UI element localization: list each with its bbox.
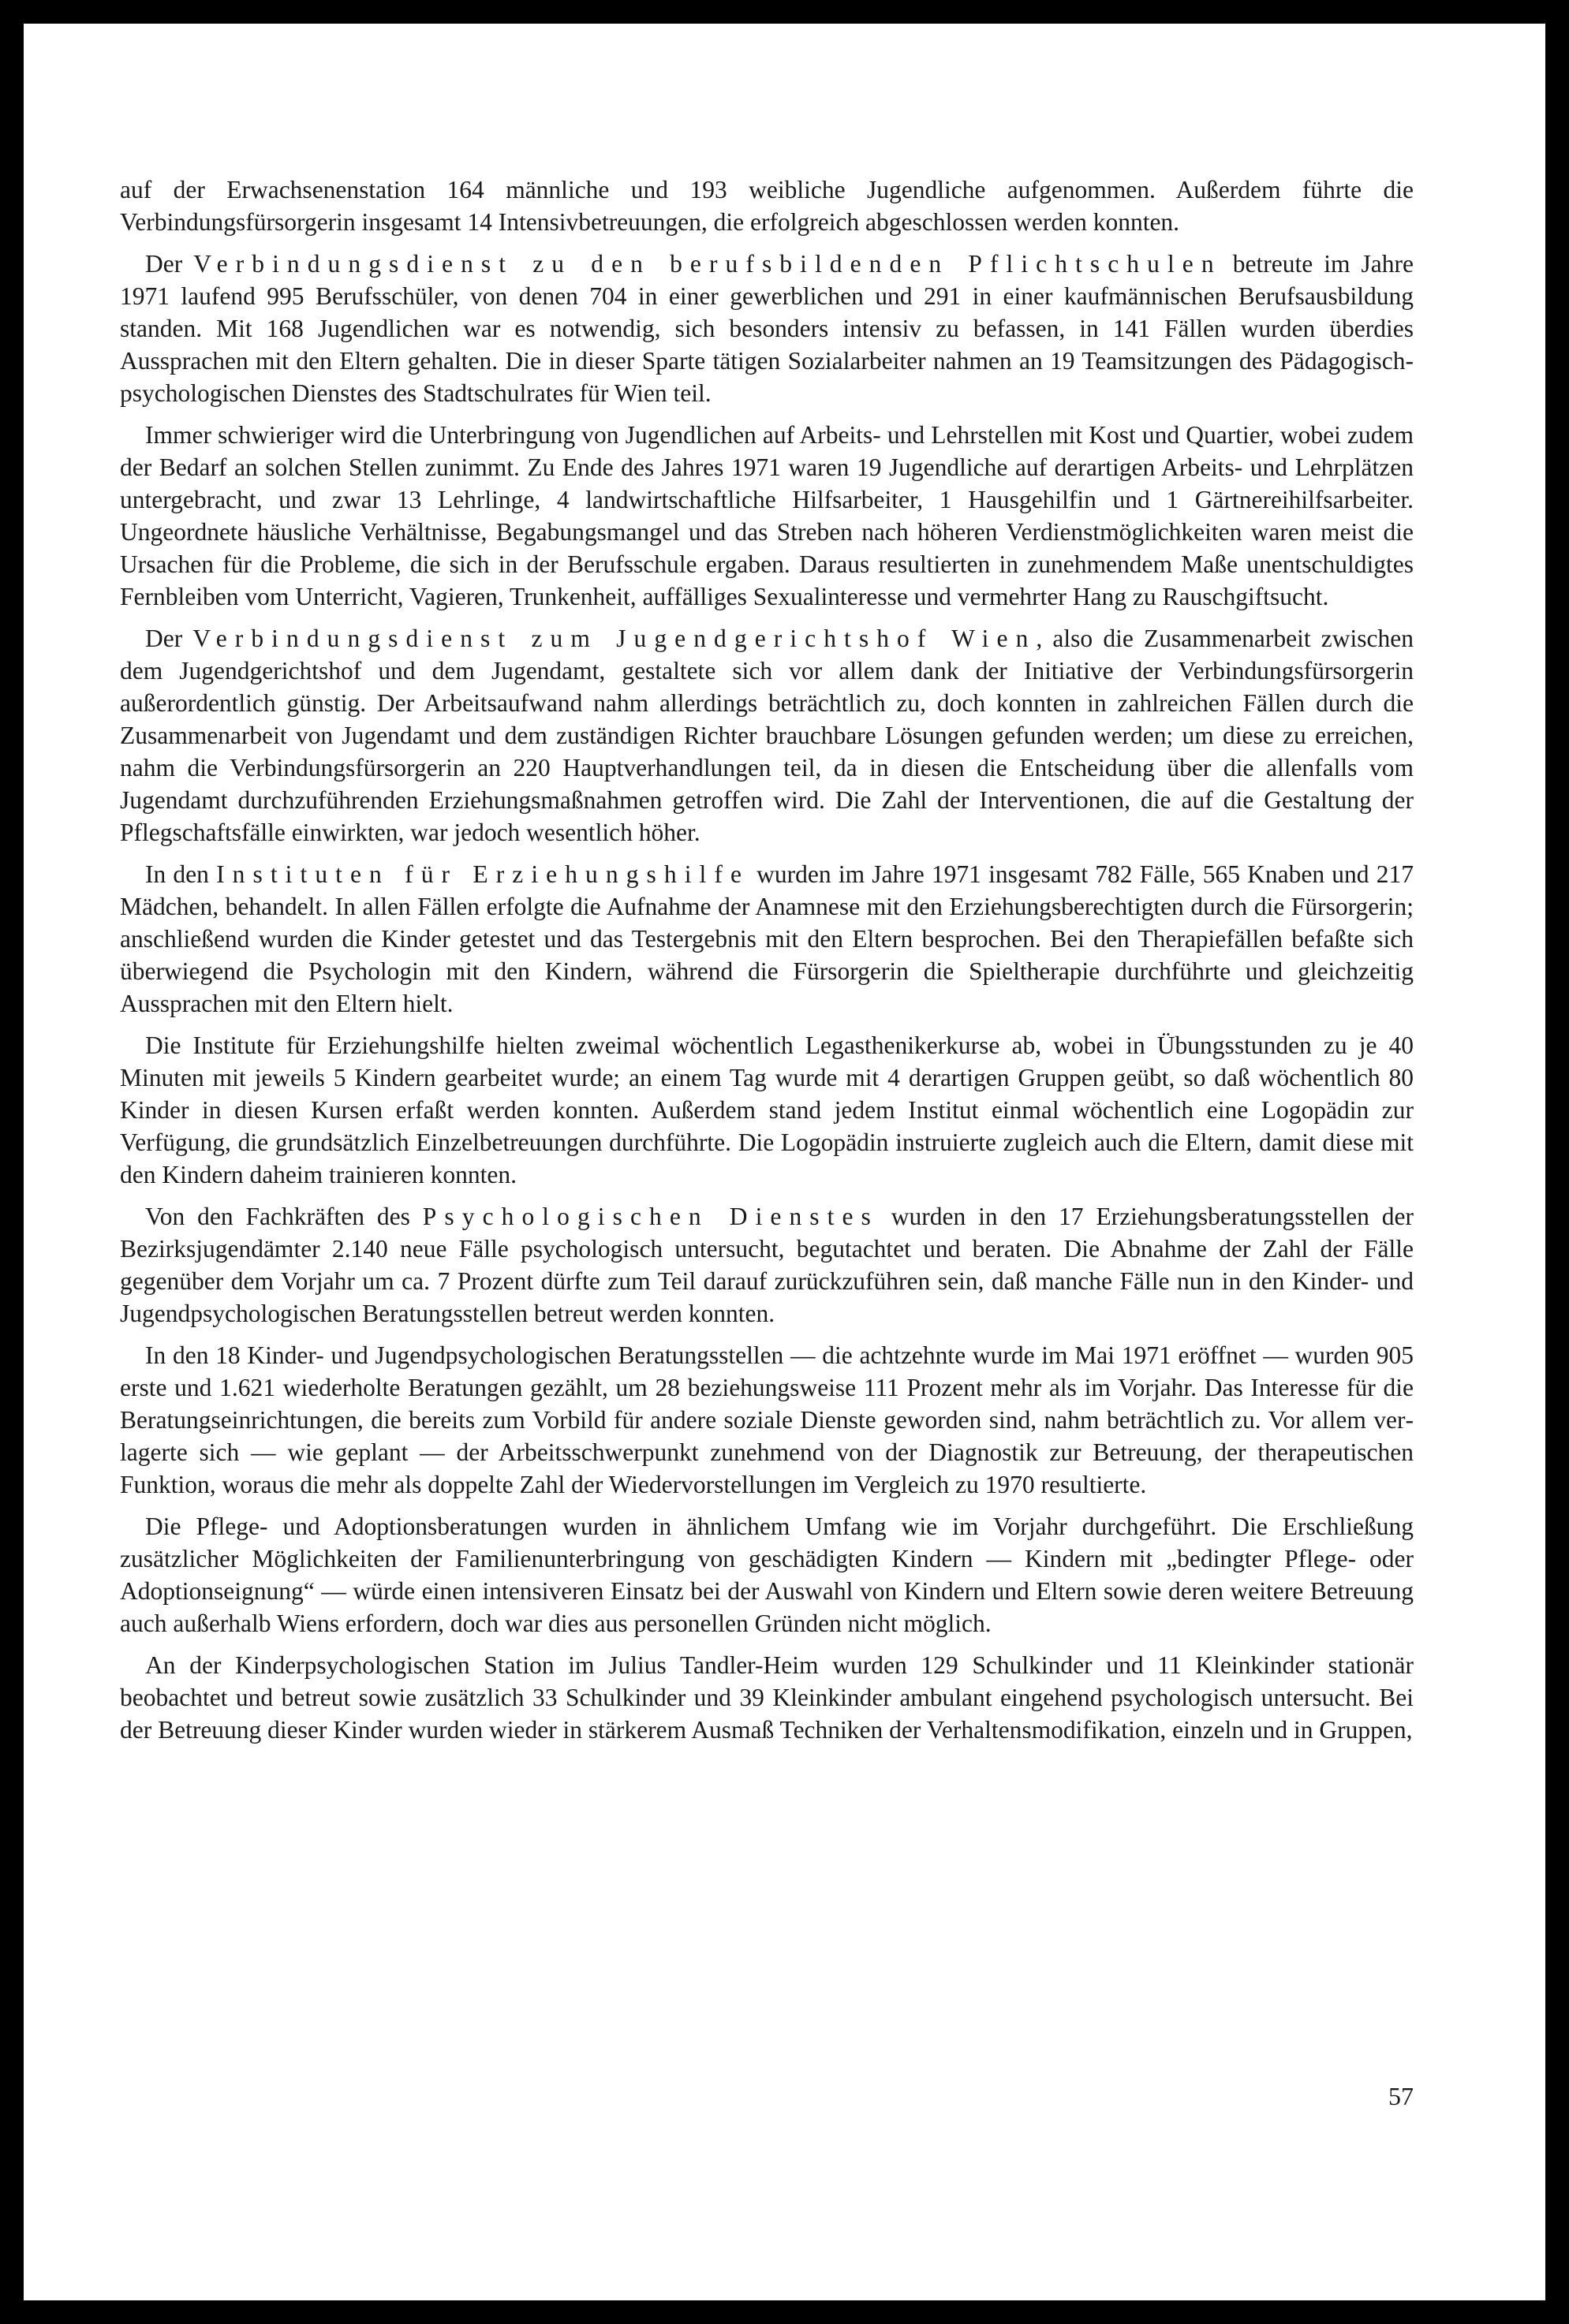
paragraph-text: Die Pflege- und Adoptionsberatungen wurden in ähnlichem Umfang wie im Vorjahr durchgeführt. Die Erschließung zusätzlicher Möglichkeiten der Familienunterbringung von geschädigten Kindern — Kindern mit „bedingter Pflege- oder Adoptionseignung“ — würde einen intensiveren Einsatz bei der Auswahl von Kindern und Eltern sowie deren weitere Betreuung auch außerhalb Wiens erfordern, doch war dies aus personellen Gründen nicht möglich. (120, 1513, 1414, 1637)
paragraph (120, 1029, 1414, 1191)
paragraph-text: betreute im Jahre 1971 laufend 995 Berufsschüler, von denen 704 in einer gewerblichen und 291 in einer kaufmännischen Berufsausbildung standen. Mit 168 Jugendlichen war es notwendig, sich besonders intensiv zu befassen, in 141 Fällen wurden überdies Aussprachen mit den Eltern gehalten. Die in dieser Sparte tätigen Sozialarbeiter nahmen an 19 Teamsitzungen des Pädagogisch-psychologischen Dienstes des Stadtschulrates für Wien teil. (120, 250, 1414, 407)
paragraph-text: Die Institute für Erziehungshilfe hielten zweimal wöchentlich Legasthenikerkurse ab, wobei in Übungsstunden zu je 40 Minuten mit jeweils 5 Kindern gearbeitet wurde; an einem Tag wurde mit 4 derartigen Gruppen geübt, so daß wöchentlich 80 Kinder in diesen Kursen erfaßt werden konnten. Außerdem stand jedem Institut einmal wöchentlich eine Logopädin zur Verfügung, die grundsätzlich Einzelbetreuungen durchführte. Die Logopädin instruierte zugleich auch die Eltern, damit diese mit den Kindern daheim trainieren konnten. (120, 1031, 1414, 1188)
paragraph-text: An der Kinderpsychologischen Station im Julius Tandler-Heim wurden 129 Schulkinder und 11 Kleinkinder stationär beobachtet und betreut sowie zusätzlich 33 Schulkinder und 39 Kleinkinder ambulant eingehend psychologisch untersucht. Bei der Betreuung dieser Kinder wurden wieder in stärkerem Ausmaß Techniken der Verhaltensmodifikation, einzeln und in Gruppen, (120, 1651, 1414, 1744)
paragraph (120, 1200, 1414, 1330)
spaced-heading-text: Verbindungsdienst zum Jugendgerichtshof Wien (192, 625, 1037, 652)
paragraph (120, 622, 1414, 849)
paragraph (120, 1510, 1414, 1639)
paragraph (120, 858, 1414, 1020)
paragraph-text: , also die Zusammenarbeit zwischen dem Jugendgerichtshof und dem Jugendamt, gestaltete sich vor allem dank der Initiative der Verbindungsfürsorgerin außerordentlich günstig. Der Arbeitsaufwand nahm allerdings beträchtlich zu, doch konnten in zahlreichen Fällen durch die Zusammenarbeit von Jugendamt und dem zuständigen Richter brauchbare Lösungen gefunden werden; um diese zu erreichen, nahm die Verbindungsfürsorgerin an 220 Hauptverhandlungen teil, da in diesen die Entscheidung über die allenfalls vom Jugendamt durchzuführenden Erziehungsmaßnahmen getroffen wird. Die Zahl der Interventionen, die auf die Gestaltung der Pflegschaftsfälle einwirkten, war jedoch wesentlich höher. (120, 625, 1414, 846)
spaced-heading-text: Psychologischen Dienstes (422, 1203, 879, 1230)
paragraph (120, 1649, 1414, 1746)
paragraph-text: Von den Fachkräften des (145, 1203, 423, 1230)
paragraph (120, 173, 1414, 238)
paragraph-text: auf der Erwachsenenstation 164 männliche und 193 weibliche Jugendliche aufgenommen. Außerdem führte die Verbindungsfürsorgerin insgesamt 14 Intensivbetreuungen, die erfolgreich abgeschlossen werden konnten. (120, 176, 1414, 236)
paragraph (120, 248, 1414, 409)
paragraph-text: Immer schwieriger wird die Unterbringung von Jugendlichen auf Arbeits- und Lehrstellen mit Kost und Quartier, wobei zudem der Bedarf an solchen Stellen zunimmt. Zu Ende des Jahres 1971 waren 19 Jugendliche auf derartigen Arbeits- und Lehrplätzen untergebracht, und zwar 13 Lehrlinge, 4 landwirtschaftliche Hilfsarbeiter, 1 Hausgehilfin und 1 Gärtnereihilfsarbeiter. Ungeordnete häusliche Verhältnisse, Begabungsmangel und das Streben nach höheren Verdienstmöglichkeiten waren meist die Ursachen für die Probleme, die sich in der Berufsschule ergaben. Daraus resultierten in zunehmendem Maße unentschuldigtes Fernbleiben vom Unterricht, Vagieren, Trunkenheit, auffälliges Sexualinteresse und vermehrter Hang zu Rauschgiftsucht. (120, 421, 1414, 610)
paragraph-text: Der (145, 250, 194, 278)
paragraph (120, 1339, 1414, 1501)
page-number: 57 (1388, 2082, 1414, 2110)
paragraph-text: In den (145, 860, 217, 888)
paragraph-text: wurden im Jahre 1971 insgesamt 782 Fälle, 565 Knaben und 217 Mädchen, behandelt. In allen Fällen erfolgte die Aufnahme der Anamnese mit den Erziehungsberechtigten durch die Fürsorgerin; anschließend wurden die Kinder getestet und das Testergebnis mit den Eltern besprochen. Bei den Therapiefällen befaßte sich überwiegend die Psychologin mit den Kindern, während die Fürsorgerin die Spieltherapie durchführte und gleichzeitig Aussprachen mit den Eltern hielt. (120, 860, 1414, 1017)
paragraph-text: Der (145, 625, 193, 652)
spaced-heading-text: Instituten für Erziehungshilfe (216, 860, 749, 888)
document-page (24, 24, 1545, 2300)
paragraph-text: In den 18 Kinder- und Jugendpsychologischen Beratungsstellen — die achtzehnte wurde im Mai 1971 eröffnet — wurden 905 erste und 1.621 wiederholte Beratungen gezählt, um 28 beziehungsweise 111 Prozent mehr als im Vorjahr. Das Interesse für die Beratungseinrichtungen, die bereits zum Vorbild für andere soziale Dienste geworden sind, nahm beträchtlich zu. Vor allem verlagerte sich — wie geplant — der Arbeitsschwerpunkt zunehmend von der Diagnostik zur Betreuung, der therapeutischen Funktion, woraus die mehr als doppelte Zahl der Wiedervorstellungen im Vergleich zu 1970 resultierte. (120, 1341, 1414, 1498)
paragraph-text: wurden in den 17 Erziehungsberatungsstellen der Bezirksjugendämter 2.140 neue Fälle psychologisch untersucht, begutachtet und beraten. Die Abnahme der Zahl der Fälle gegenüber dem Vorjahr um ca. 7 Prozent dürfte zum Teil darauf zurückzuführen sein, daß manche Fälle nun in den Kinder- und Jugendpsychologischen Beratungsstellen betreut werden konnten. (120, 1203, 1414, 1327)
spaced-heading-text: Verbindungsdienst zu den berufsbildenden Pflichtschulen (193, 250, 1222, 278)
body-text (120, 173, 1414, 1755)
paragraph (120, 419, 1414, 613)
